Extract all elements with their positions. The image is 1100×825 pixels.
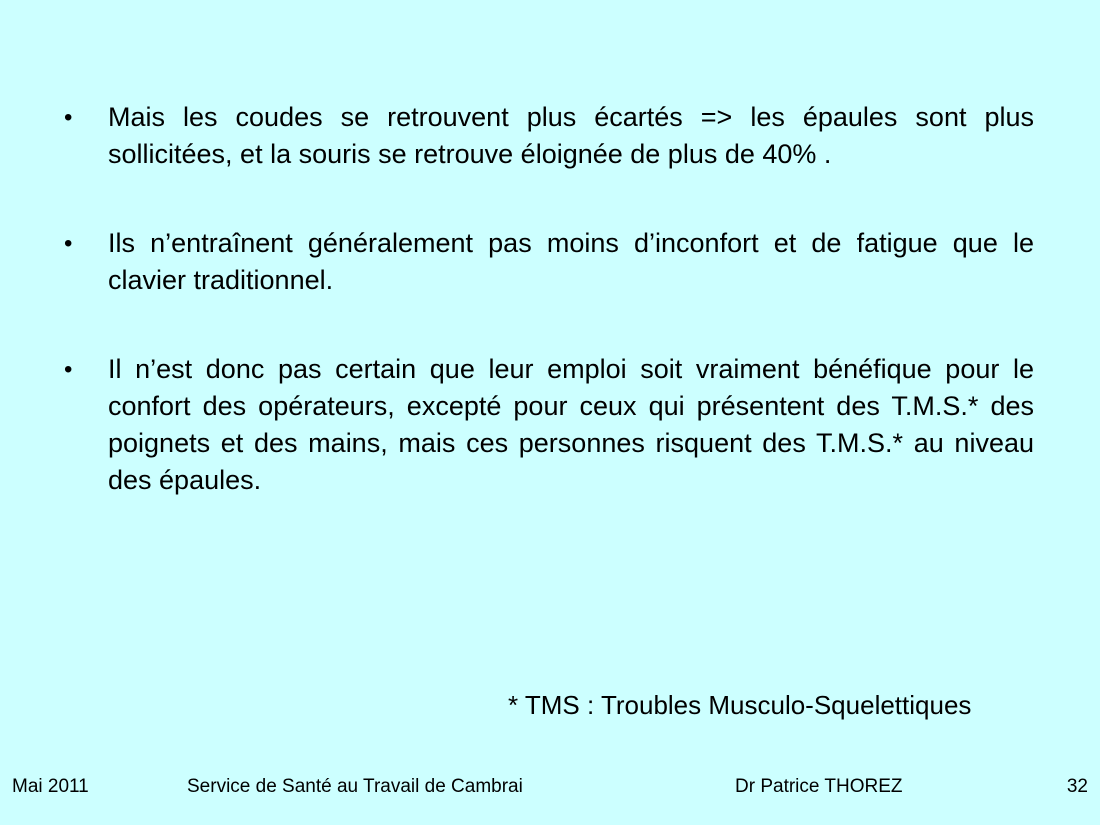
footer-organization: Service de Santé au Travail de Cambrai (187, 776, 523, 797)
bullet-text: Ils n’entraînent généralement pas moins d’inconfort et de fatigue que le clavier traditionnel. (108, 228, 1034, 295)
bullet-marker: • (64, 104, 73, 131)
footer-date: Mai 2011 (12, 776, 89, 797)
bullet-item (64, 351, 1034, 499)
bullet-list (64, 99, 1034, 551)
footnote: * TMS : Troubles Musculo-Squelettiques (508, 690, 972, 720)
bullet-item (64, 99, 1034, 173)
bullet-text: Mais les coudes se retrouvent plus écartés => les épaules sont plus sollicitées, et la souris se retrouve éloignée de plus de 40% . (108, 102, 1034, 169)
footer-author: Dr Patrice THOREZ (735, 776, 903, 797)
bullet-marker: • (64, 230, 73, 257)
bullet-item (64, 225, 1034, 299)
bullet-text: Il n’est donc pas certain que leur emploi soit vraiment bénéfique pour le confort des opérateurs, excepté pour ceux qui présentent des T.M.S.* des poignets et des mains, mais ces personnes risquent des T.M.S.* au niveau des épaules. (108, 354, 1034, 495)
bullet-marker: • (64, 356, 73, 383)
page-number: 32 (1066, 776, 1088, 797)
